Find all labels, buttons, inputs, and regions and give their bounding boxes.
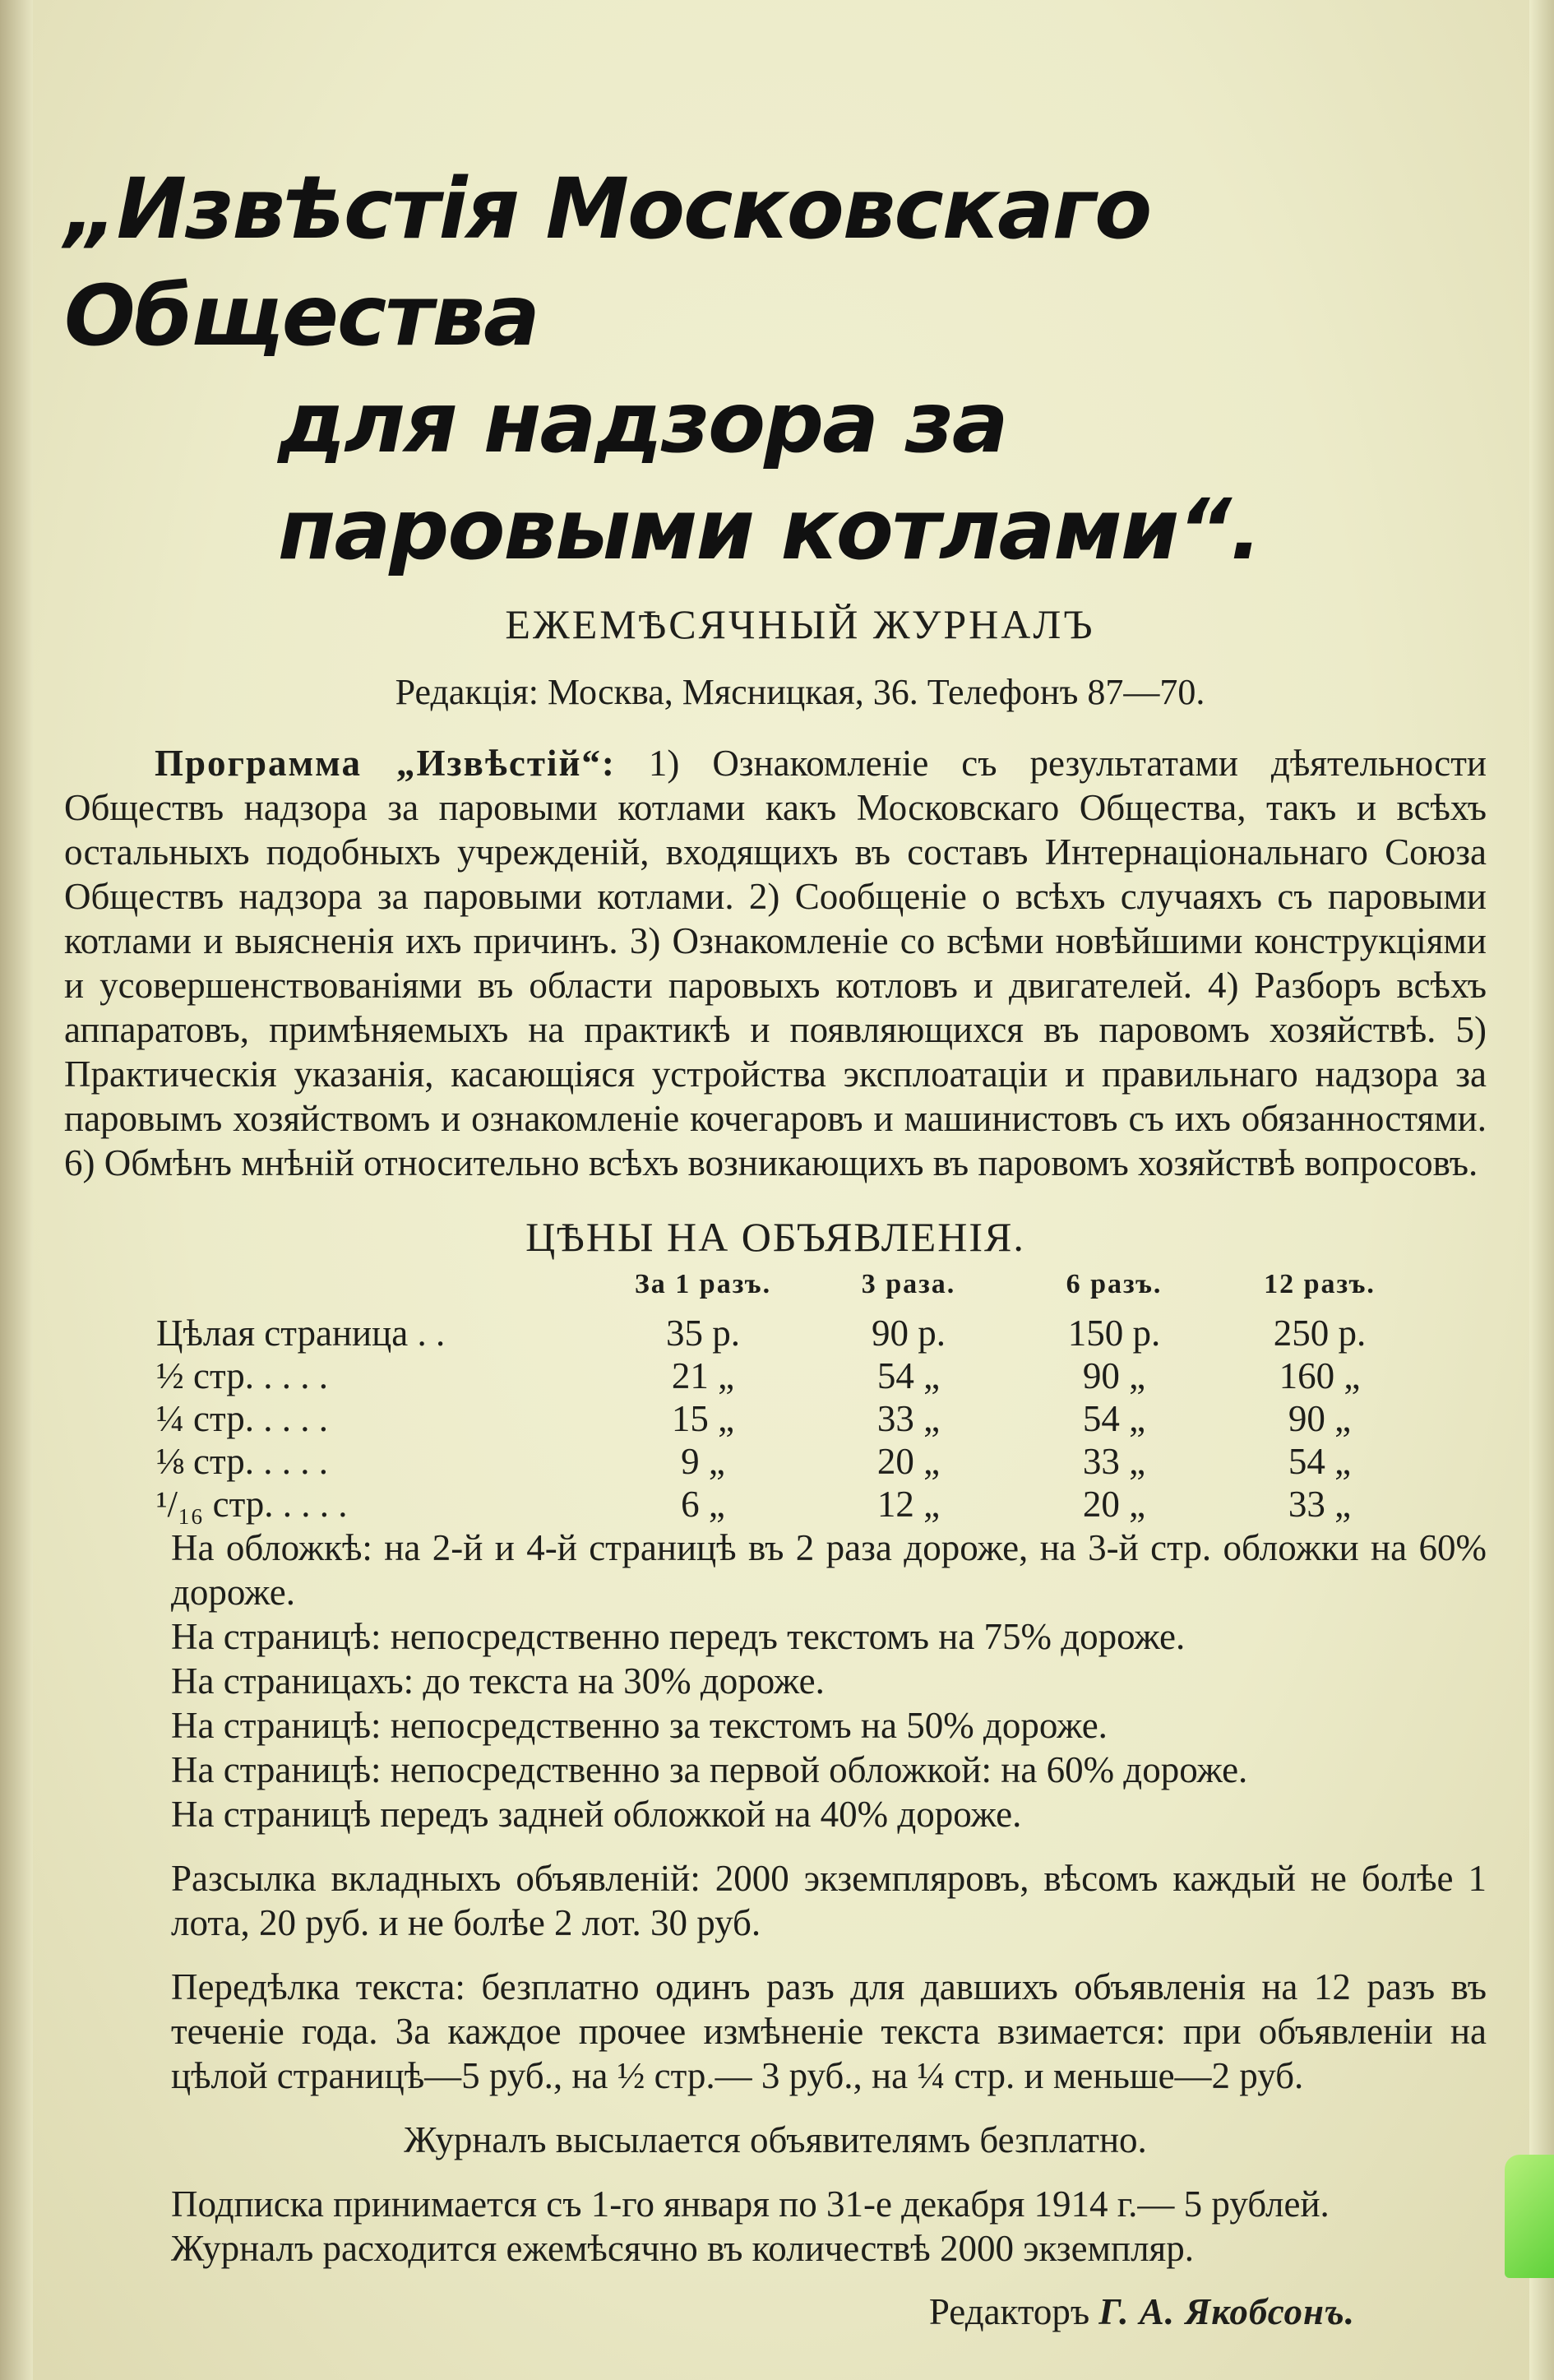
terms-notes bbox=[64, 1526, 1487, 2271]
price-cell: 90 „ bbox=[1082, 1355, 1146, 1396]
price-cell: 250 р. bbox=[1273, 1313, 1367, 1354]
price-row bbox=[156, 1354, 1422, 1397]
price-col-header: 6 разъ. bbox=[1066, 1269, 1163, 1299]
price-cell: 160 „ bbox=[1279, 1355, 1361, 1396]
price-cell: 20 „ bbox=[876, 1441, 941, 1482]
price-cell: 150 р. bbox=[1067, 1313, 1161, 1354]
note-before-text: На страницѣ: непосредственно передъ текстомъ на 75% дороже. bbox=[171, 1616, 1186, 1657]
editor-signature bbox=[64, 2290, 1487, 2333]
price-cell: 90 р. bbox=[872, 1313, 946, 1354]
price-col-header: За 1 разъ. bbox=[634, 1269, 772, 1299]
editor-name: Г. А. Якобсонъ. bbox=[1098, 2291, 1355, 2332]
page-content bbox=[64, 156, 1487, 2333]
price-cell: 15 „ bbox=[671, 1398, 735, 1439]
note-cover: На обложкѣ: на 2-й и 4-й страницѣ въ 2 раза дороже, на 3-й стр. обложки на 60% дороже. bbox=[171, 1527, 1487, 1613]
note-before-back: На страницѣ передъ задней обложкой на 40% дороже. bbox=[171, 1794, 1022, 1835]
editorial-office-address: Редакція: Москва, Мясницкая, 36. Телефонъ 87—70. bbox=[395, 672, 1205, 712]
note-after-text: На страницѣ: непосредственно за текстомъ на 50% дороже. bbox=[171, 1705, 1108, 1746]
note-free-copy: Журналъ высылается объявителямъ безплатно. bbox=[404, 2119, 1147, 2160]
price-col-header: 12 разъ. bbox=[1264, 1269, 1376, 1299]
journal-subtitle: ЕЖЕМѢСЯЧНЫЙ ЖУРНАЛЪ bbox=[505, 601, 1095, 647]
price-row-label: ¼ стр. . . . . bbox=[156, 1398, 328, 1439]
note-after-cover: На страницѣ: непосредственно за первой обложкой: на 60% дороже. bbox=[171, 1749, 1248, 1790]
price-row-label: ⅛ стр. . . . . bbox=[156, 1441, 328, 1482]
journal-title-line-2: для надзора за паровыми котлами“. bbox=[278, 374, 1260, 579]
price-cell: 90 „ bbox=[1288, 1398, 1352, 1439]
price-cell: 9 „ bbox=[681, 1441, 725, 1482]
price-row bbox=[156, 1440, 1422, 1483]
page-edge-shadow bbox=[1529, 0, 1554, 2380]
price-cell: 33 „ bbox=[1288, 1484, 1352, 1525]
note-subscription: Подписка принимается съ 1-го января по 31-е декабря 1914 г.— 5 рублей. bbox=[171, 2183, 1330, 2225]
price-row bbox=[156, 1483, 1422, 1526]
note-pages-before: На страницахъ: до текста на 30% дороже. bbox=[171, 1660, 825, 1702]
price-cell: 33 „ bbox=[1082, 1441, 1146, 1482]
prices-heading: ЦѢНЫ НА ОБЪЯВЛЕНІЯ. bbox=[525, 1214, 1025, 1260]
price-row bbox=[156, 1397, 1422, 1440]
price-row-label: Цѣлая страница . . bbox=[156, 1313, 446, 1354]
editor-label: Редакторъ bbox=[928, 2291, 1090, 2332]
note-inserts: Разсылка вкладныхъ объявленій: 2000 экземпляровъ, вѣсомъ каждый не болѣе 1 лота, 20 руб. и не болѣе 2 лот. 30 руб. bbox=[171, 1858, 1487, 1943]
price-cell: 12 „ bbox=[876, 1484, 941, 1525]
journal-title-line-1: „Извѣстія Московскаго Общества bbox=[64, 160, 1151, 365]
price-table bbox=[156, 1269, 1422, 1526]
program-text: 1) Ознакомленіе съ результатами дѣятельности Обществъ надзора за паровыми котлами какъ Московскаго Общества, такъ и всѣхъ остальныхъ подобныхъ учрежденій, входящихъ въ составъ Интернаціональнаго Союза Обществъ надзора за паровыми котлами. 2) Сообщеніе о всѣхъ случаяхъ съ паровыми котлами и выясненія ихъ причинъ. 3) Ознакомленіе со всѣми новѣйшими конструкціями и усовершенствованіями въ области паровыхъ котловъ и двигателей. 4) Разборъ всѣхъ аппаратовъ, примѣняемыхъ на практикѣ и появляющихся въ паровомъ хозяйствѣ. 5) Практическія указанія, касающіяся устройства эксплоатаціи и правильнаго надзора за паровымъ хозяйствомъ и ознакомленіе кочегаровъ и машинистовъ съ ихъ обязанностями. 6) Обмѣнъ мнѣній относительно всѣхъ возникающихъ въ паровомъ хозяйствѣ вопросовъ. bbox=[64, 743, 1487, 1183]
note-rework: Передѣлка текста: безплатно одинъ разъ для давшихъ объявленія на 12 разъ въ теченіе года. За каждое прочее измѣненіе текста взимается: при объявленіи на цѣлой страницѣ—5 руб., на ½ стр.— 3 руб., на ¼ стр. и меньше—2 руб. bbox=[171, 1966, 1487, 2096]
price-cell: 6 „ bbox=[681, 1484, 725, 1525]
price-cell: 20 „ bbox=[1082, 1484, 1146, 1525]
note-circulation: Журналъ расходится ежемѣсячно въ количествѣ 2000 экземпляр. bbox=[171, 2228, 1195, 2269]
price-row bbox=[156, 1312, 1422, 1354]
price-row-label: ¹/₁₆ стр. . . . . bbox=[156, 1484, 348, 1525]
price-table-header-row bbox=[156, 1269, 1422, 1312]
program-paragraph bbox=[64, 741, 1487, 1185]
price-cell: 54 „ bbox=[1082, 1398, 1146, 1439]
program-lead: Программа „Извѣстій“: bbox=[155, 743, 616, 784]
journal-title bbox=[64, 156, 1487, 584]
price-cell: 54 „ bbox=[1288, 1441, 1352, 1482]
price-cell: 54 „ bbox=[876, 1355, 941, 1396]
price-table-corner bbox=[156, 1269, 600, 1312]
price-col-header: 3 раза. bbox=[861, 1269, 956, 1299]
page-binding-shadow bbox=[0, 0, 33, 2380]
price-row-label: ½ стр. . . . . bbox=[156, 1355, 328, 1396]
green-bookmark-tab bbox=[1505, 2155, 1554, 2278]
price-cell: 21 „ bbox=[671, 1355, 735, 1396]
price-cell: 35 р. bbox=[666, 1313, 740, 1354]
price-cell: 33 „ bbox=[876, 1398, 941, 1439]
